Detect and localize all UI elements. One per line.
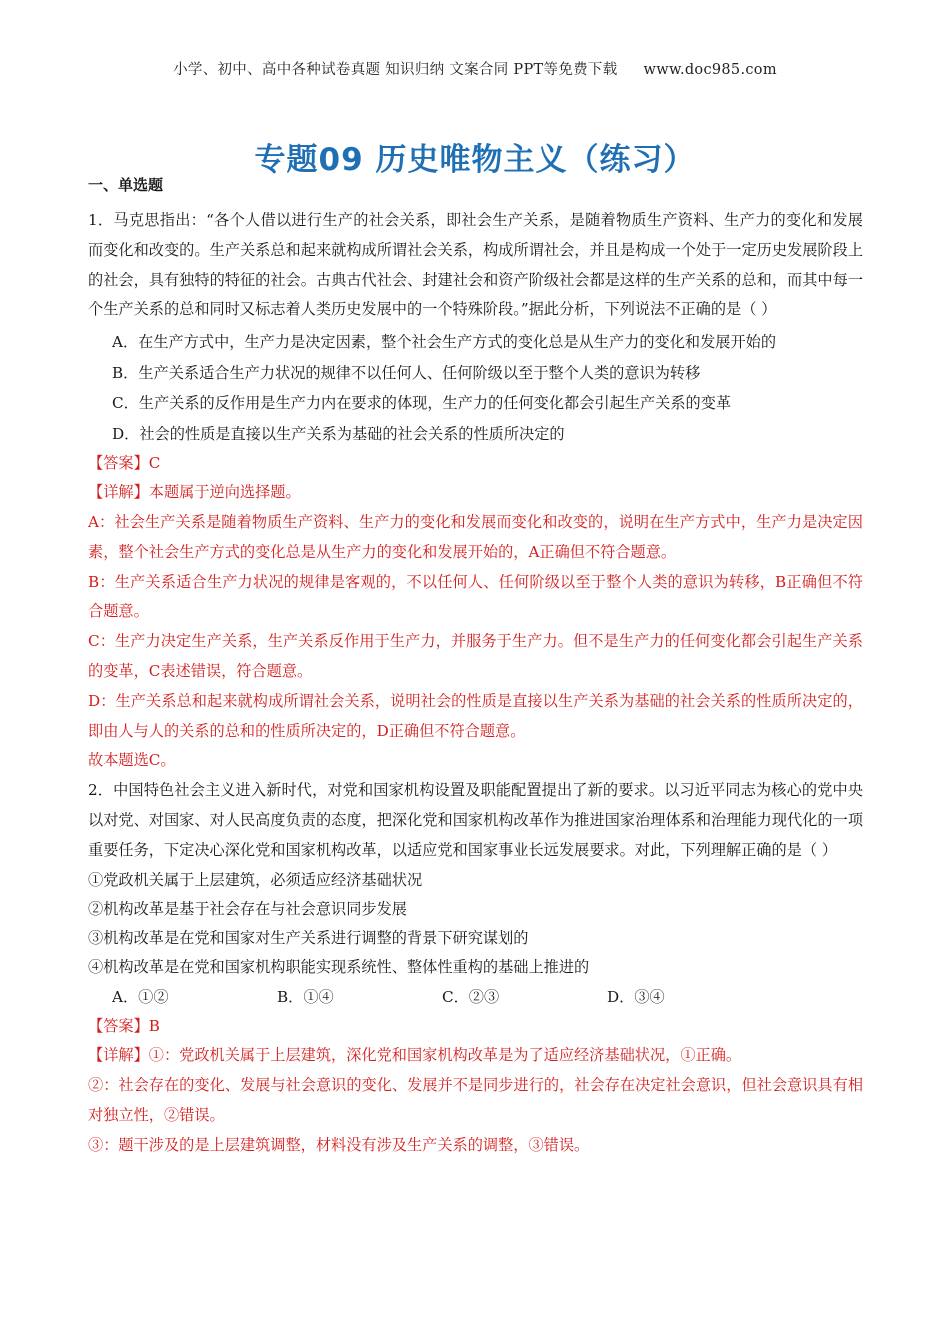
q1-option-b: B．生产关系适合生产力状况的规律不以任何人、任何阶级以至于整个人类的意识为转移 (112, 363, 701, 382)
q1-option-a: A．在生产方式中，生产力是决定因素，整个社会生产方式的变化总是从生产力的变化和发展开始的 (112, 333, 777, 352)
q2-explanation-2: ②：社会存在的变化、发展与社会意识的变化、发展并不是同步进行的，社会存在决定社会意识，但社会意识具有相对独立性，②错误。 (88, 1076, 863, 1124)
page-header (0, 58, 950, 79)
q1-answer (88, 449, 863, 478)
detail-tag: 【详解】 (88, 483, 149, 502)
q2-choice-b: B．①④ (277, 988, 334, 1007)
document-body (88, 206, 863, 1161)
q1-explanation-a: A：社会生产关系是随着物质生产资料、生产力的变化和发展而变化和改变的，说明在生产方式中，生产力是决定因素，整个社会生产方式的变化总是从生产力的变化和发展开始的，A正确但不符合题意。 (88, 512, 863, 561)
answer-tag: 【答案】 (88, 1017, 149, 1036)
header-site-link[interactable]: www.doc985.com (643, 62, 777, 78)
q2-answer (88, 1012, 863, 1041)
detail-tag: 【详解】 (88, 1046, 149, 1065)
explanation-text: ①：党政机关属于上层建筑，深化党和国家机构改革是为了适应经济基础状况，①正确。 (148, 1046, 742, 1065)
q2-item-2: ②机构改革是基于社会存在与社会意识同步发展 (88, 899, 407, 918)
q2-choice-d: D．③④ (607, 988, 665, 1007)
q1-explanation-b: B：生产关系适合生产力状况的规律是客观的，不以任何人、任何阶级以至于整个人类的意识为转移，B正确但不符合题意。 (88, 572, 863, 621)
q1-option-d: D．社会的性质是直接以生产关系为基础的社会关系的性质所决定的 (112, 424, 565, 443)
q1-explanation-d: D：生产关系总和起来就构成所谓社会关系，说明社会的性质是直接以生产关系为基础的社会关系的性质所决定的，即由人与人的关系的总和的性质所决定的，D正确但不符合题意。 (88, 691, 863, 740)
q2-explanation-1 (88, 1041, 863, 1071)
answer-value: B (148, 1017, 160, 1036)
q1-conclusion: 故本题选C。 (88, 751, 176, 770)
answer-value: C (148, 454, 161, 473)
q2-item-4: ④机构改革是在党和国家机构职能实现系统性、整体性重构的基础上推进的 (88, 958, 590, 977)
q1-explanation-c: C：生产力决定生产关系，生产关系反作用于生产力，并服务于生产力。但不是生产力的任何变化都会引起生产关系的变革，C表述错误，符合题意。 (88, 632, 863, 680)
q2-choices (88, 982, 863, 1012)
q2-choice-a: A．①② (112, 988, 169, 1007)
q1-stem: 1．马克思指出：“各个人借以进行生产的社会关系，即社会生产关系，是随着物质生产资料、生产力的变化和发展而变化和改变的。生产关系总和起来就构成所谓社会关系，构成所谓社会，并且是构成一个处于一定历史发展阶段上的社会，具有独特的特征的社会。古典古代社会、封建社会和资产阶级社会都是这样的生产关系的总和，而其中每一个生产关系的总和同时又标志着人类历史发展中的一个特殊阶段。”据此分析，下列说法不正确的是（ ） (88, 211, 863, 319)
q2-choice-c: C．②③ (442, 988, 500, 1007)
answer-tag: 【答案】 (88, 454, 149, 473)
header-text: 小学、初中、高中各种试卷真题 知识归纳 文案合同 PPT等免费下载 (173, 62, 618, 78)
q2-item-3: ③机构改革是在党和国家对生产关系进行调整的背景下研究谋划的 (88, 928, 529, 947)
page-title: 专题09 历史唯物主义（练习） (254, 142, 696, 178)
q2-stem: 2．中国特色社会主义进入新时代，对党和国家机构设置及职能配置提出了新的要求。以习近平同志为核心的党中央以对党、对国家、对人民高度负责的态度，把深化党和国家机构改革作为推进国家治理体系和治理能力现代化的一项重要任务，下定决心深化党和国家机构改革，以适应党和国家事业长远发展要求。对此，下列理解正确的是（ ） (88, 781, 863, 859)
q1-detail (88, 478, 863, 508)
q1-option-c: C．生产关系的反作用是生产力内在要求的体现，生产力的任何变化都会引起生产关系的变革 (112, 394, 732, 413)
q2-explanation-3: ③：题干涉及的是上层建筑调整，材料没有涉及生产关系的调整，③错误。 (88, 1135, 590, 1154)
q2-item-1: ①党政机关属于上层建筑，必须适应经济基础状况 (88, 870, 423, 889)
detail-intro: 本题属于逆向选择题。 (148, 483, 301, 502)
section-heading: 一、单选题 (88, 176, 164, 194)
